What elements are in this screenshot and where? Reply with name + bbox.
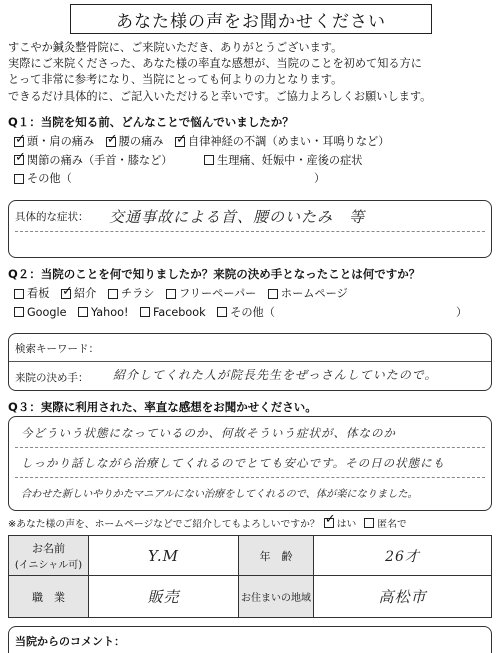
q2-option-yahoo[interactable]: Yahoo! — [78, 304, 128, 321]
q1-options — [14, 133, 397, 189]
q1-question: Q１：当院を知る前、どんなことで悩んでいましたか？ — [8, 115, 294, 129]
name-label-cell: お名前 (イニシャル可) — [9, 536, 89, 576]
answer-line — [15, 477, 485, 478]
checkbox[interactable] — [140, 307, 150, 317]
impression-line-1[interactable]: 今どういう状態になっているのか、何故そういう症状が、体なのか — [21, 426, 396, 440]
survey-title — [70, 4, 432, 34]
checkbox[interactable] — [204, 155, 214, 165]
area-value-cell[interactable] — [314, 576, 492, 618]
search-keyword-label: 検索キーワード： — [15, 343, 99, 355]
name-value: Y.M — [147, 546, 180, 565]
divider — [9, 361, 491, 362]
clinic-comment-label: 当院からのコメント： — [15, 635, 125, 648]
title-text: あなた様の声をお聞かせください — [116, 11, 386, 32]
answer-line — [15, 231, 485, 232]
clinic-comment-box — [8, 626, 492, 653]
intro-line: 実際にご来院くださった、あなた様の率直な感想が、当院のことを初めて知る方に — [8, 57, 422, 71]
impression-box — [8, 416, 492, 511]
q1-option-back[interactable]: ✓ 腰の痛み — [106, 133, 164, 150]
q2-option-signboard[interactable]: 看板 — [14, 285, 49, 302]
checkbox-checked[interactable] — [14, 137, 24, 147]
intro-line: すこやか鍼灸整骨院に、ご来院いただき、ありがとうございます。 — [8, 41, 343, 54]
checkbox-checked[interactable] — [175, 137, 185, 147]
symptom-label: 具体的な症状： — [15, 211, 89, 223]
intro-text — [8, 40, 494, 105]
decision-label: 来院の決め手： — [15, 372, 89, 384]
q2-option-facebook[interactable]: Facebook — [140, 304, 206, 321]
checkbox[interactable] — [217, 307, 227, 317]
answer-line — [15, 447, 485, 448]
q2-question: Q２：当院のことを何で知りましたか？来院の決め手となったことは何ですか？ — [8, 267, 421, 281]
symptom-box — [8, 200, 492, 258]
checkbox[interactable] — [108, 289, 118, 299]
checkbox[interactable] — [14, 289, 24, 299]
q2-option-flyer[interactable]: チラシ — [108, 285, 155, 302]
q1-option-other[interactable]: その他（ — [14, 170, 72, 187]
table-row — [9, 536, 492, 576]
consent-yes-label: はい — [336, 519, 357, 530]
q1-row-2 — [14, 152, 397, 171]
q2-row-2: Google Yahoo! Facebook その他（ ） — [14, 304, 356, 323]
q1-option-joint[interactable]: ✓ 関節の痛み（手首・膝など） — [14, 152, 172, 169]
impression-line-3[interactable]: 合わせた新しいやりかたマニアルにない治療をしてくれるので、体が楽になりました。 — [21, 489, 418, 500]
consent-anon-checkbox[interactable] — [364, 518, 374, 528]
q2-option-referral[interactable]: ✓ 紹介 — [61, 285, 96, 302]
age-label-cell: 年 齢 — [239, 536, 314, 576]
q2-row-1 — [14, 285, 356, 304]
impression-line-2[interactable]: しっかり話しながら治療してくれるのでとても安心です。その日の状態にも — [21, 456, 446, 470]
q2-option-google[interactable]: Google — [14, 304, 66, 321]
checkbox[interactable] — [78, 307, 88, 317]
area-label-cell: お住まいの地域 — [239, 576, 314, 618]
checkbox[interactable] — [166, 289, 176, 299]
q1-row-1 — [14, 133, 397, 152]
source-box — [8, 333, 492, 391]
q1-option-autonomic[interactable]: ✓ 自律神経の不調（めまい・耳鳴りなど） — [175, 133, 389, 150]
checkbox-checked[interactable] — [61, 289, 71, 299]
intro-line: とって非常に参考になり、当院にとっても何よりの力となります。 — [8, 73, 343, 87]
checkbox[interactable] — [268, 289, 278, 299]
consent-row — [8, 516, 407, 530]
job-label-cell: 職 業 — [9, 576, 89, 618]
checkbox-checked[interactable] — [106, 137, 116, 147]
consent-yes-checkbox[interactable] — [324, 518, 334, 528]
job-value: 販売 — [147, 588, 180, 606]
q2-options — [14, 285, 468, 322]
q2-option-freepaper[interactable]: フリーペーパー — [166, 285, 256, 302]
intro-line: できるだけ具体的に、ご記入いただけると幸いです。ご協力よろしくお願いします。 — [8, 89, 432, 103]
respondent-info-table — [8, 535, 492, 618]
q2-option-homepage[interactable]: ホームページ — [268, 285, 348, 302]
name-value-cell[interactable] — [89, 536, 239, 576]
q3-question: Q３：実際に利用された、率直な感想をお聞かせください。 — [8, 400, 317, 414]
q1-option-menstrual[interactable]: 生理痛、妊娠中・産後の症状 — [204, 152, 362, 169]
checkbox-checked[interactable] — [14, 155, 24, 165]
symptom-answer[interactable]: 交通事故による首、腰のいたみ 等 — [109, 208, 366, 226]
checkbox[interactable] — [14, 174, 24, 184]
checkbox[interactable] — [14, 307, 24, 317]
job-value-cell[interactable] — [89, 576, 239, 618]
area-value: 高松市 — [378, 588, 427, 606]
consent-question: ※あなた様の声を、ホームページなどでご紹介してもよろしいですか？ — [8, 519, 320, 530]
decision-answer[interactable]: 紹介してくれた人が院長先生をぜっさんしていたので。 — [113, 368, 438, 382]
consent-anon-label: 匿名で — [377, 519, 407, 530]
age-value-cell[interactable] — [314, 536, 492, 576]
q1-option-head-shoulder[interactable]: ✓ 頭・肩の痛み — [14, 133, 94, 150]
q1-row-3: その他（ ） — [14, 170, 397, 189]
table-row — [9, 576, 492, 618]
q2-option-other[interactable]: その他（ — [217, 304, 275, 321]
age-value: 26才 — [385, 548, 420, 565]
